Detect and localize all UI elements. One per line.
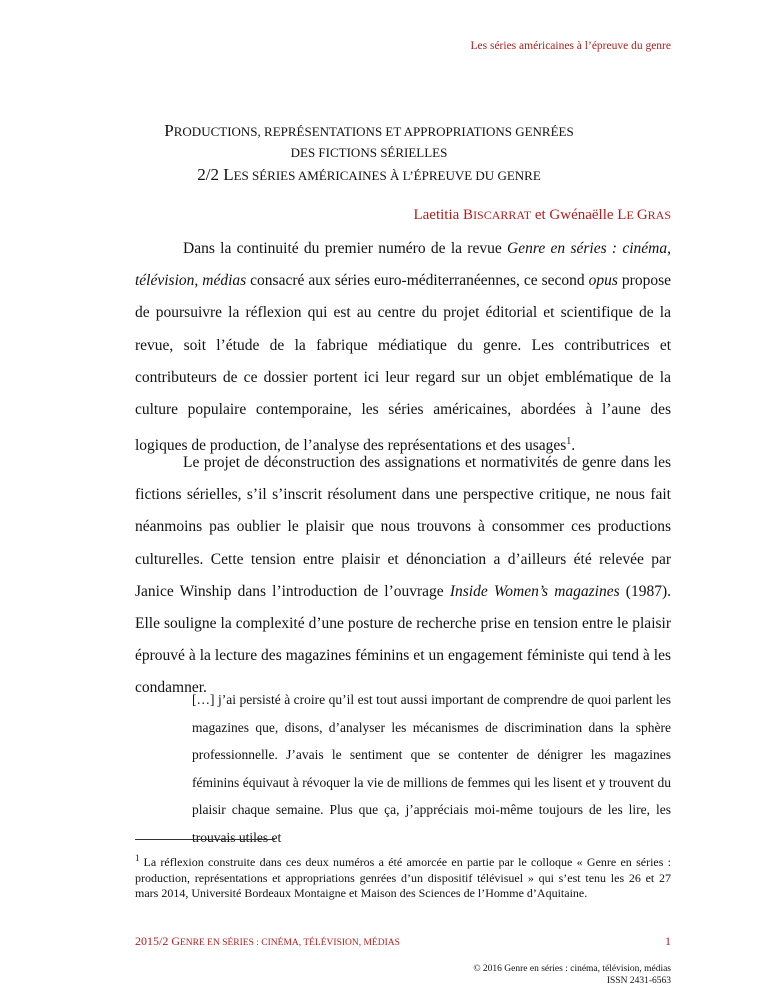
block-quote: […] j’ai persisté à croire qu’il est tout aussi important de comprendre de quoi parlent les magazines que, disons, d’analyser les mécanismes de discrimination dans la sphère professionnelle. J’avais le sentiment que se contenter de dénigrer les magazines féminins équivaut à révoquer la vie de millions de femmes qui les lisent et y trouvent du plaisir chaque semaine. Plus que ça, j’appréciais moi-même toujours de les lire, les trouvais utiles et xyxy=(192,692,671,845)
title-line-3: 2/2 LES SÉRIES AMÉRICAINES À L’ÉPREUVE DU GENRE xyxy=(197,165,541,184)
article-title xyxy=(0,120,768,188)
footnote: $^1$ La réflexion construite dans ces deux numéros a été amorcée en partie par le colloque « Genre en séries : production, représentations et appropriations genrées d’un dispositif télévisuel » qui s’est tenu les 26 et 27 mars 2014, Université Bordeaux Montaigne et Maison des Sciences de l’Homme d’Aquitaine. xyxy=(135,853,671,900)
copyright: © 2016 Genre en séries : cinéma, télévision, médias ISSN 2431-6563 xyxy=(473,964,671,986)
footnote-ref[interactable]: 1 xyxy=(566,436,572,448)
paragraph-1: Dans la continuité du premier numéro de la revue Genre en séries : cinéma, télévision, médias consacré aux séries euro-méditerranéennes, ce second opus propose de poursuivre la réflexion qui est au centre du projet éditorial et scientifique de la revue, soit l’étude de la fabrique médiatique du genre. Les contributrices et contributeurs de ce dossier portent ici leur regard sur un objet emblématique de la culture populaire contemporaine, les séries américaines, abordées à l’aune des logiques de production, de l’analyse des représentations et des usages$^1$. xyxy=(135,240,672,455)
journal-footer: 2015/2 GENRE EN SÉRIES : CINÉMA, TÉLÉVISION, MÉDIAS xyxy=(135,934,400,948)
authors: Laetitia BISCARRAT et Gwénaëlle LE GRAS xyxy=(413,207,671,223)
page-number: 1 xyxy=(665,934,671,948)
title-line-1: PRODUCTIONS, REPRÉSENTATIONS ET APPROPRIATIONS GENRÉES xyxy=(164,121,574,140)
paragraph-2: Le projet de déconstruction des assignations et normativités de genre dans les fictions sérielles, s’il s’inscrit résolument dans une perspective critique, ne nous fait néanmoins pas oublier le plaisir que nous trouvons à consommer ces productions culturelles. Cette tension entre plaisir et dénonciation a d’ailleurs été relevée par Janice Winship dans l’introduction de l’ouvrage Inside Women’s magazines (1987). Elle souligne la complexité d’une posture de recherche prise en tension entre le plaisir éprouvé à la lecture des magazines féminins et un engagement féministe qui tend à les condamner. xyxy=(135,454,671,697)
running-head: Les séries américaines à l’épreuve du genre xyxy=(470,40,671,52)
footnote-divider xyxy=(135,839,275,840)
journal-title: Genre en séries : cinéma, télévision, médias xyxy=(135,240,672,290)
book-title: Inside Women’s magazines xyxy=(449,582,620,600)
issn: ISSN 2431-6563 xyxy=(606,976,671,986)
title-line-2: DES FICTIONS SÉRIELLES xyxy=(290,145,448,160)
